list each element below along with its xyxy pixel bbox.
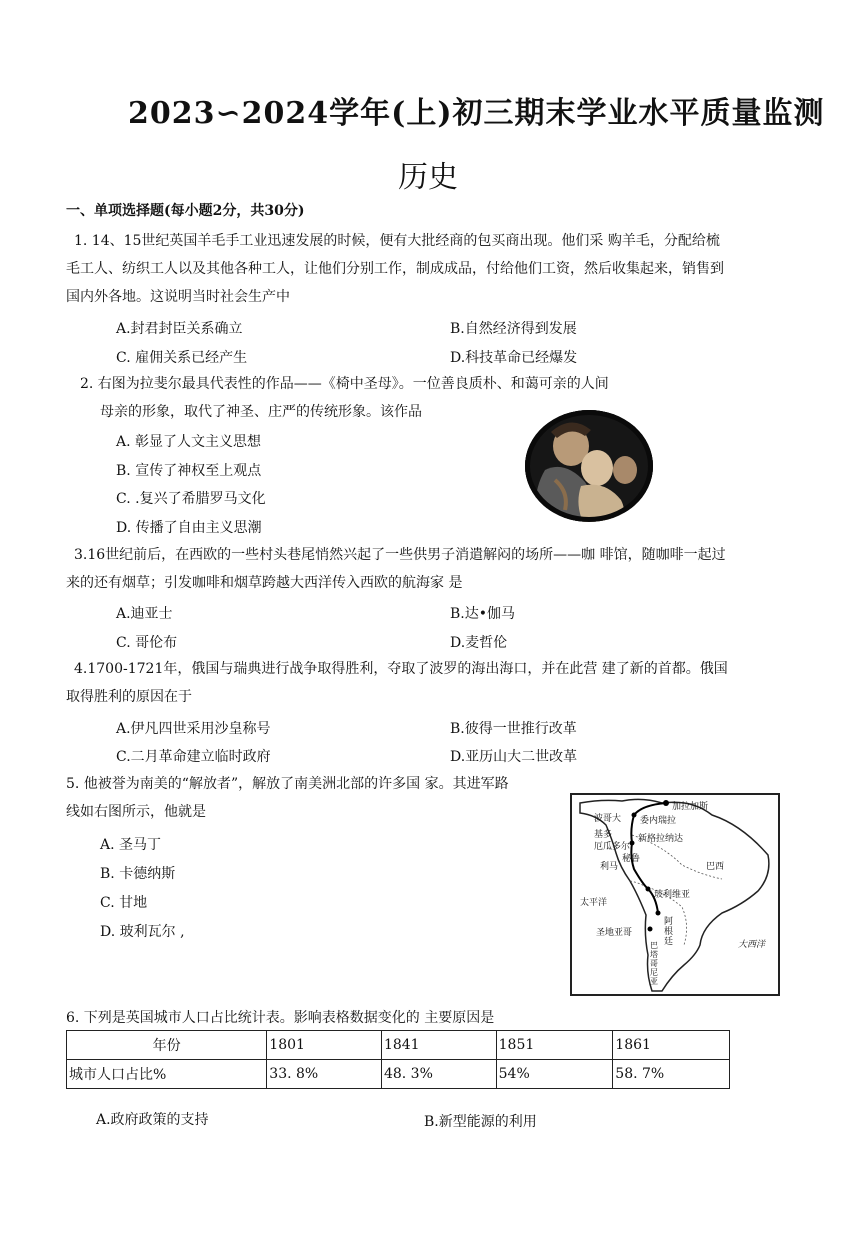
table-header-row xyxy=(67,1031,730,1060)
q6-option-a[interactable]: A.政府政策的支持 xyxy=(96,1112,209,1128)
q2-option-d[interactable]: D. 传播了自由主义思潮 xyxy=(116,520,262,536)
table-cell: 1841 xyxy=(381,1031,496,1060)
question-1-line-2: 毛工人、纺织工人以及其他各种工人，让他们分别工作，制成成品，付给他们工资，然后收集起来，销售到 xyxy=(66,261,724,277)
map-label: 玻利维亚 xyxy=(654,890,691,900)
question-1-line-1: 1. 14、15世纪英国羊毛手工业迅速发展的时候，便有大批经商的包买商出现。他们采 购羊毛，分配给梳 xyxy=(74,233,720,249)
q3-option-a[interactable]: A.迪亚士 xyxy=(116,606,173,622)
map-label: 太平洋 xyxy=(580,898,608,908)
table-cell: 1851 xyxy=(496,1031,613,1060)
map-label: 利马 xyxy=(600,862,619,872)
table-cell: 年份 xyxy=(67,1031,267,1060)
table-cell: 48. 3% xyxy=(381,1060,496,1089)
table-cell: 1801 xyxy=(267,1031,382,1060)
q3-option-d[interactable]: D.麦哲伦 xyxy=(450,635,508,651)
q4-option-c[interactable]: C.二月革命建立临时政府 xyxy=(116,749,271,765)
map-label: 阿根廷 xyxy=(664,917,674,947)
map-label: 基多 xyxy=(594,830,613,840)
question-1-line-3: 国内外各地。这说明当时社会生产中 xyxy=(66,289,290,305)
q1-option-a[interactable]: A.封君封臣关系确立 xyxy=(116,321,243,337)
q3-option-b[interactable]: B.达•伽马 xyxy=(450,606,515,622)
table-row xyxy=(67,1060,730,1089)
question-5-line-2: 线如右图所示，他就是 xyxy=(66,804,206,820)
q5-option-b[interactable]: B. 卡德纳斯 xyxy=(100,866,176,882)
map-label: 圣地亚哥 xyxy=(596,928,633,938)
map-label: 巴塔哥尼亚 xyxy=(650,941,658,986)
q5-option-c[interactable]: C. 甘地 xyxy=(100,895,148,911)
q1-option-b[interactable]: B.自然经济得到发展 xyxy=(450,321,577,337)
question-4-line-1: 4.1700-1721年，俄国与瑞典进行战争取得胜利，夺取了波罗的海出海口，并在此营 建了新的首都。俄国 xyxy=(74,661,728,677)
map-label: 委内瑞拉 xyxy=(640,816,677,826)
table-cell: 33. 8% xyxy=(267,1060,382,1089)
map-label: 巴西 xyxy=(706,862,725,872)
question-2-line-1: 2. 右图为拉斐尔最具代表性的作品——《椅中圣母》。一位善良质朴、和蔼可亲的人间 xyxy=(80,376,609,392)
q2-option-b[interactable]: B. 宣传了神权至上观点 xyxy=(116,463,262,479)
question-2-line-2: 母亲的形象，取代了神圣、庄严的传统形象。该作品 xyxy=(100,404,422,420)
question-3-line-2: 来的还有烟草；引发咖啡和烟草跨越大西洋传入西欧的航海家 是 xyxy=(66,575,463,591)
section-heading: 一、单项选择题(每小题2分，共30分) xyxy=(66,203,305,219)
question-3-line-1: 3.16世纪前后，在西欧的一些村头巷尾悄然兴起了一些供男子消遣解闷的场所——咖 啡馆，随咖啡一起过 xyxy=(74,547,726,563)
q4-option-a[interactable]: A.伊凡四世采用沙皇称号 xyxy=(116,721,271,737)
population-table xyxy=(66,1030,730,1089)
table-cell: 1861 xyxy=(613,1031,730,1060)
question-5-line-1: 5. 他被誉为南美的“解放者”，解放了南美洲北部的许多国 家。其进军路 xyxy=(66,776,509,792)
q5-option-d[interactable]: D. 玻利瓦尔 , xyxy=(100,924,185,940)
map-label: 新格拉纳达 xyxy=(638,834,684,844)
table-cell: 58. 7% xyxy=(613,1060,730,1089)
madonna-della-seggiola-painting xyxy=(525,410,653,522)
map-label: 秘鲁 xyxy=(622,854,641,864)
q2-option-c[interactable]: C. .复兴了希腊罗马文化 xyxy=(116,491,266,507)
subject-title: 历史 xyxy=(398,160,458,195)
q1-option-c[interactable]: C. 雇佣关系已经产生 xyxy=(116,350,248,366)
map-label: 大西洋 xyxy=(738,940,766,950)
q5-option-a[interactable]: A. 圣马丁 xyxy=(100,837,162,853)
map-label: 厄瓜多尔 xyxy=(594,842,631,852)
q6-option-b[interactable]: B.新型能源的利用 xyxy=(424,1114,537,1130)
q3-option-c[interactable]: C. 哥伦布 xyxy=(116,635,178,651)
table-cell: 54% xyxy=(496,1060,613,1089)
table-cell: 城市人口占比% xyxy=(67,1060,267,1089)
question-4-line-2: 取得胜利的原因在于 xyxy=(66,689,192,705)
south-america-route-map xyxy=(570,793,780,996)
map-label: 加拉加斯 xyxy=(672,802,709,812)
map-label: 波哥大 xyxy=(594,814,622,824)
q4-option-d[interactable]: D.亚历山大二世改革 xyxy=(450,749,578,765)
q2-option-a[interactable]: A. 彰显了人文主义思想 xyxy=(116,434,262,450)
q1-option-d[interactable]: D.科技革命已经爆发 xyxy=(450,350,578,366)
question-6-line-1: 6. 下列是英国城市人口占比统计表。影响表格数据变化的 主要原因是 xyxy=(66,1010,495,1026)
q4-option-b[interactable]: B.彼得一世推行改革 xyxy=(450,721,577,737)
exam-title: 2023∽2024学年(上)初三期末学业水平质量监测 xyxy=(128,96,825,131)
